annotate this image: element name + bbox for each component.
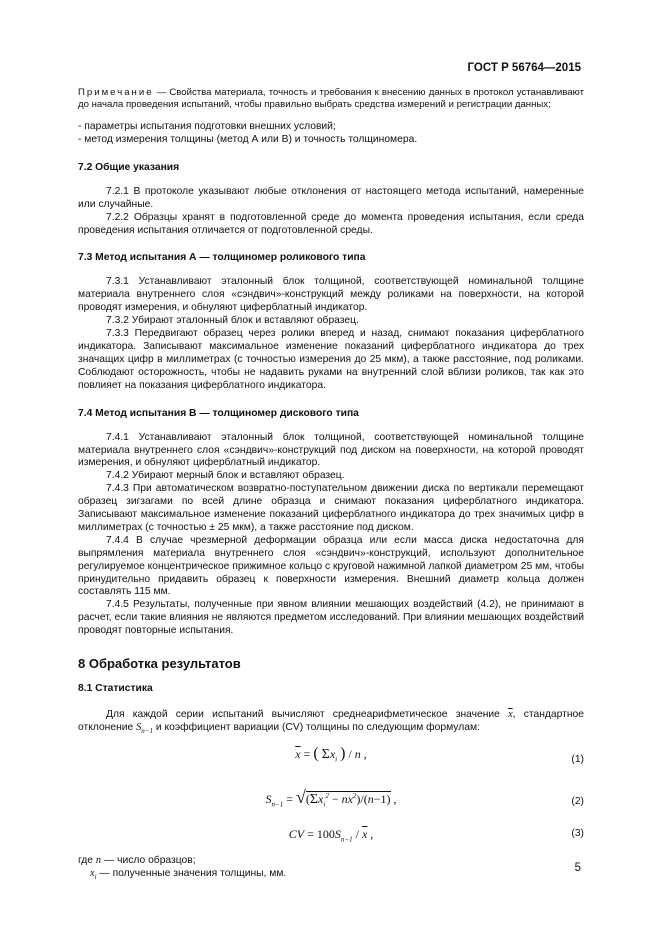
note-label: Примечание [78, 87, 154, 98]
page-number: 5 [574, 862, 581, 874]
note-text: — Свойства материала, точность и требования к внесению данных в протокол устанавливают до начала проведения испытаний, чтобы правильно выбрать средства измерений и регистрации данных; [78, 87, 584, 110]
section-heading: 7.4 Метод испытания В — толщиномер дискового типа [78, 407, 359, 419]
chapter-heading: 8 Обработка результатов [78, 656, 241, 672]
formula-1-expression: $\overline{x}$ = ( $\Sigma x_i$ ) / n , [295, 744, 367, 764]
formula-3-expression: CV = $100S_{n-1} / \overline{x}$ , [288, 826, 374, 844]
formula-3 [78, 826, 584, 848]
sd-symbol: $S_{n-1}$ [136, 722, 154, 736]
list-item: - метод измерения толщины (метод А или В) и точность толщиномера. [78, 133, 418, 145]
paragraph: 7.4.3 При автоматическом возвратно-поступательном движении диска по вертикали перемещают образец зигзагами по всей длине образца и снимают показания циферблатного индикатора. Записывают максимальное изменение показаний циферблатного индикатора до трех значимых цифр в миллиметрах (с точностью ± 25 мкм), а также расстояние под диском. [78, 483, 584, 533]
paragraph: 7.4.1 Устанавливают эталонный блок толщиной, соответствующей номинальной толщине материала внутреннего слоя «сэндвич»-конструкций под диском на поверхности, на которой проводят измерения, и обнуляют циферблатный индикатор. [78, 431, 584, 469]
list-item: - параметры испытания подготовки внешних условий; [78, 121, 336, 132]
paragraph: 7.2.2 Образцы хранят в подготовленной среде до момента проведения испытания, если среда проведения испытания отличается от подготовленной среды. [78, 211, 584, 236]
paragraph: 7.2.1 В протоколе указывают любые отклонения от настоящего метода испытаний, намеренные или случайные. [78, 185, 584, 210]
paragraph: 7.4.4 В случае чрезмерной деформации образца или если масса диска недостаточна для выпрямления материала внутреннего слоя «сэндвич»-конструкций, используют дополнительное регулируемое концентрическое прижимное кольцо с круговой нажимной лапкой диаметром 25 мм, чтобы принудительно придавить образец к поверхности измерения. Внешний диаметр кольца должен составлять 115 мм. [78, 534, 584, 598]
paragraph: 7.3.3 Передвигают образец через ролики вперед и назад, снимают показания циферблатного индикатора. Записывают максимальное изменение показаний циферблатного индикатора до трех значащих цифр в миллиметрах (с точностью измерения до 25 мкм), а также расстояние, под роликами. Соблюдают осторожность, чтобы не надавить руками на внутренний слой вблизи роликов, так как это повлияет на показания циферблатного индикатора. [78, 328, 584, 391]
legend-line: где n — число образцов; [78, 854, 196, 866]
document-body [78, 87, 584, 884]
formula-3-number: (3) [571, 827, 584, 839]
formula-2-number: (2) [571, 795, 584, 807]
section-heading: 7.2 Общие указания [78, 161, 180, 173]
paragraph: 7.3.2 Убирают эталонный блок и вставляют образец. [106, 315, 359, 327]
formula-2-expression: $S_{n-1} = √(\Sigma x_i^2 - n\overline{x}^2)/(n-1)$ , [265, 786, 397, 809]
paragraph: 7.4.2 Убирают мерный блок и вставляют образец. [106, 470, 345, 482]
formula-2 [78, 784, 584, 818]
formula-1-number: (1) [571, 753, 584, 765]
formula-1 [78, 746, 584, 776]
legend-line: $x_i$ — полученные значения толщины, мм. [90, 867, 287, 881]
paragraph: 7.3.1 Устанавливают эталонный блок толщиной, соответствующей номинальной толщине материала внутреннего слоя «сэндвич»-конструкций между роликами на поверхности, на которой проводят измерения, и обнуляют циферблатный индикатор. [78, 276, 584, 314]
section-heading: 8.1 Статистика [78, 683, 153, 695]
note-paragraph [78, 87, 584, 111]
document-code: ГОСТ Р 56764—2015 [467, 62, 581, 74]
formula-intro: Для каждой серии испытаний вычисляют среднеарифметическое значение $\overline{x}$, стандартное отклонение $S_{n-1}$ и коэффициент вариации (CV) толщины по следующим формулам: [78, 709, 584, 736]
mean-symbol: $\overline{x}$ [508, 709, 513, 721]
section-heading: 7.3 Метод испытания А — толщиномер роликового типа [78, 252, 366, 264]
paragraph: 7.4.5 Результаты, полученные при явном влиянии мешающих воздействий (4.2), не принимают в расчет, если такие влияния не являются предметом исследований. При влиянии мешающих воздействий проводят повторные испытания. [78, 599, 584, 637]
